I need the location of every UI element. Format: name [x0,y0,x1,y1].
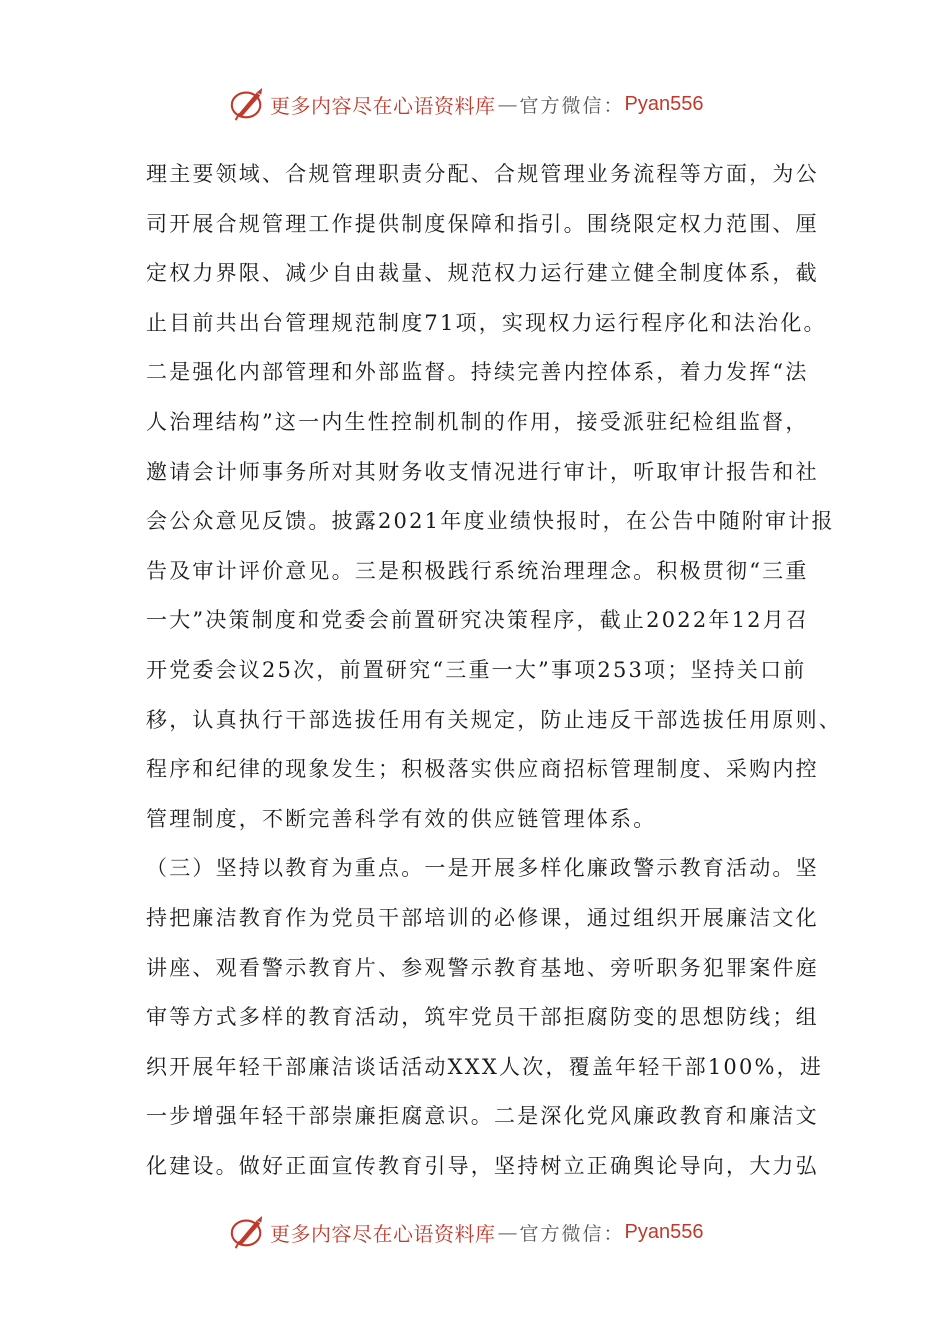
body-line: 讲座、观看警示教育片、参观警示教育基地、旁听职务犯罪案件庭 [146,955,819,980]
body-line: 会公众意见反馈。披露2021年度业绩快报时，在公告中随附审计报 [146,509,835,534]
watermark-official-label: 官方微信： [519,1222,625,1245]
watermark-main-text: 更多内容尽在心语资料库 [270,1221,496,1246]
body-line: 一步增强年轻干部崇廉拒腐意识。二是深化党风廉政教育和廉洁文 [146,1104,819,1129]
body-line: 化建设。做好正面宣传教育引导，坚持树立正确舆论导向，大力弘 [146,1153,819,1178]
body-line: 管理制度，不断完善科学有效的供应链管理体系。 [146,806,657,831]
body-line: 理主要领域、合规管理职责分配、合规管理业务流程等方面，为公 [146,162,819,186]
body-line: 移，认真执行干部选拔任用有关规定，防止违反干部选拔任用原则、 [146,707,842,732]
quill-pen-logo-icon [228,1213,266,1251]
body-line: 持把廉洁教育作为党员干部培训的必修课，通过组织开展廉洁文化 [146,905,819,930]
body-line: 司开展合规管理工作提供制度保障和指引。围绕限定权力范围、厘 [146,211,819,236]
body-line: 邀请会计师事务所对其财务收支情况进行审计，听取审计报告和社 [146,459,819,484]
body-line: 开党委会议25次，前置研究“三重一大”事项253项；坚持关口前 [146,657,807,682]
body-line: 定权力界限、减少自由裁量、规范权力运行建立健全制度体系，截 [146,261,819,286]
document-body [146,150,842,1191]
watermark-wechat-id: Pyan556 [624,1220,704,1243]
body-line: 告及审计评价意见。三是积极践行系统治理理念。积极贯彻“三重 [146,558,809,583]
body-line: 审等方式多样的教育活动，筑牢党员干部拒腐防变的思想防线；组 [146,1005,819,1030]
quill-pen-logo-icon [228,85,266,123]
watermark-official-label: 官方微信： [519,94,625,117]
watermark-footer [228,1212,703,1252]
body-line: （三）坚持以教育为重点。一是开展多样化廉政警示教育活动。坚 [146,856,819,881]
watermark-wechat-id: Pyan556 [624,92,704,115]
watermark-header [228,84,703,124]
body-line: 一大”决策制度和党委会前置研究决策程序，截止2022年12月召 [146,608,810,633]
body-line: 止目前共出台管理规范制度71项，实现权力运行程序化和法治化。 [146,310,827,335]
body-line: 二是强化内部管理和外部监督。持续完善内控体系，着力发挥“法 [146,360,809,385]
watermark-dash: — [497,92,518,116]
body-line: 人治理结构”这一内生性控制机制的作用，接受派驻纪检组监督， [146,409,809,434]
watermark-main-text: 更多内容尽在心语资料库 [270,93,496,118]
body-line: 织开展年轻干部廉洁谈话活动XXX人次，覆盖年轻干部100%，进 [146,1054,824,1079]
body-line: 程序和纪律的现象发生；积极落实供应商招标管理制度、采购内控 [146,757,819,782]
watermark-dash: — [497,1220,518,1244]
